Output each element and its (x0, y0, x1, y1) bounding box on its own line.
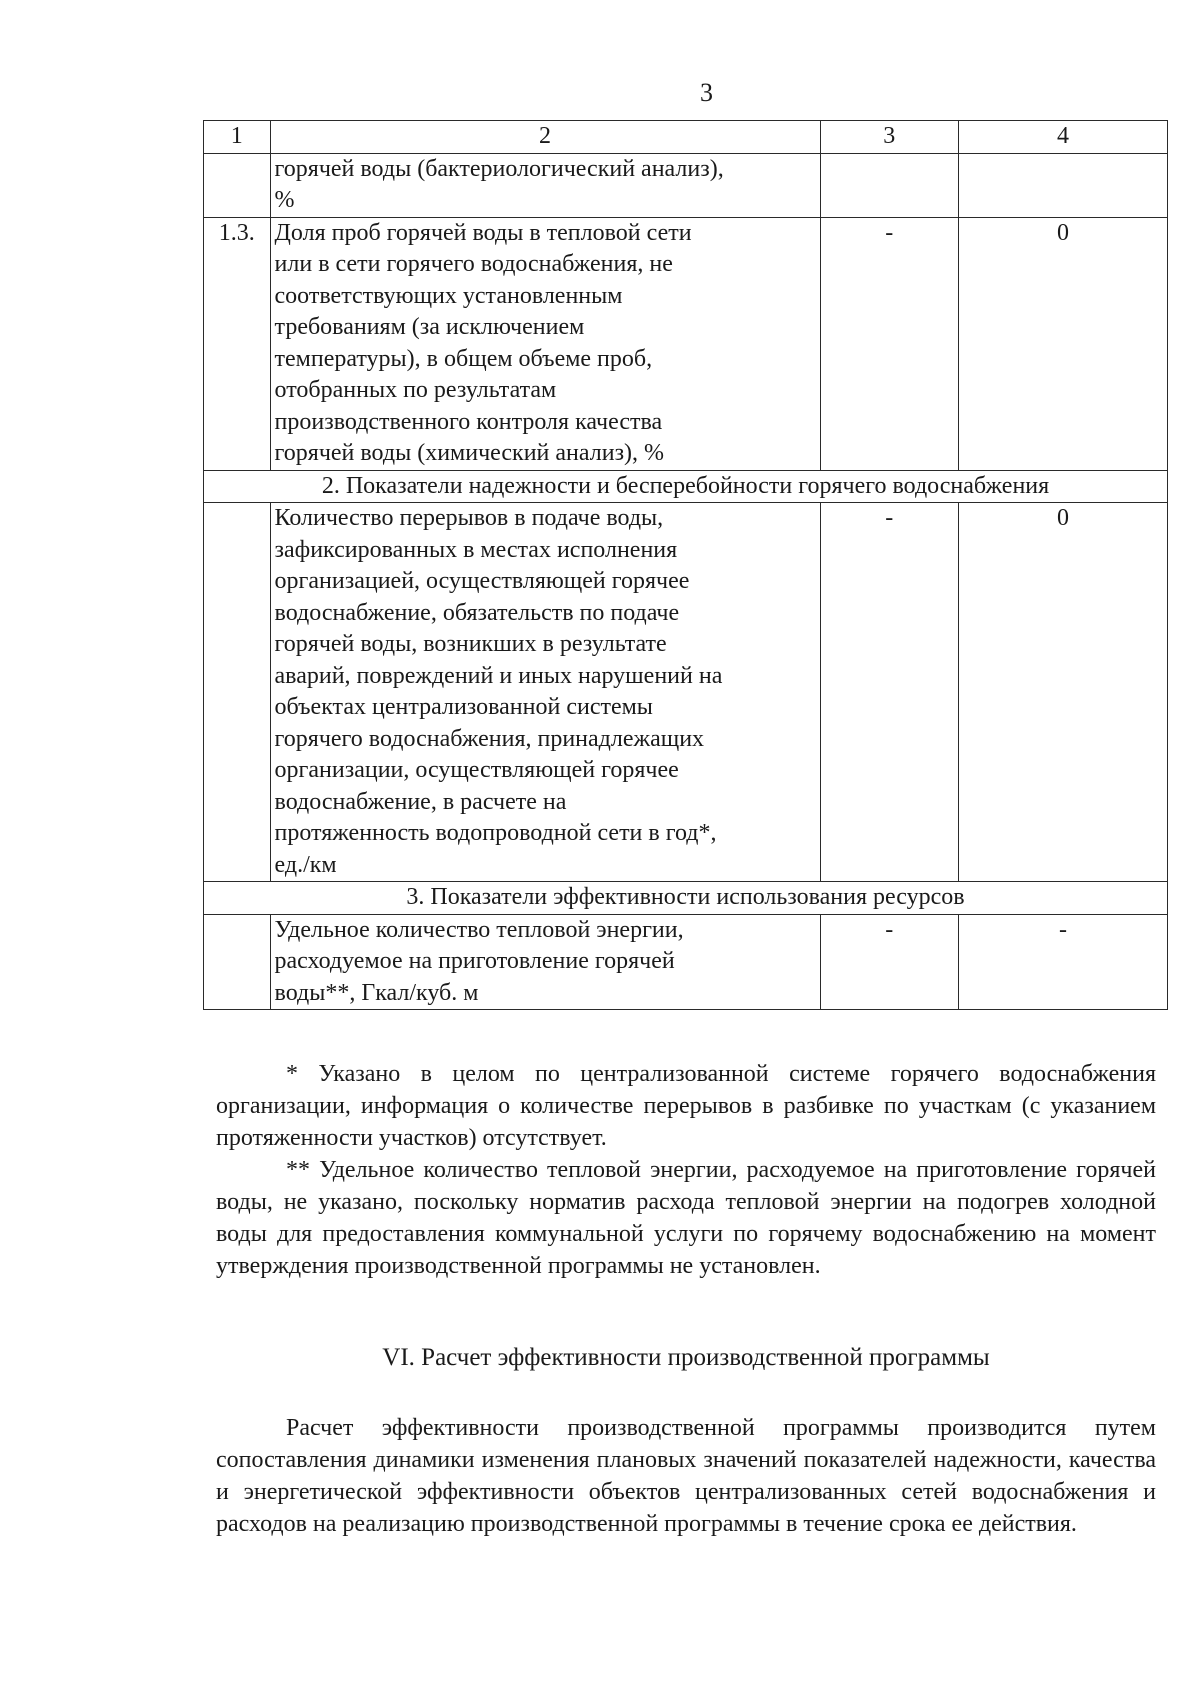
section-vi-body (216, 1412, 1156, 1540)
row-value-col4: 0 (959, 217, 1168, 470)
indicators-table (203, 120, 1168, 1010)
table-header-row (204, 121, 1168, 154)
row-value-col3: - (820, 217, 958, 470)
section-3-title: 3. Показатели эффективности использования ресурсов (204, 882, 1168, 915)
page-number: 3 (700, 78, 713, 107)
section-vi-paragraph: Расчет эффективности производственной программы производится путем сопоставления динамики изменения плановых значений показателей надежности, качества и энергетической эффективности объектов централизованных сетей водоснабжения и расходов на реализацию производственной программы в течение срока ее действия. (216, 1415, 1156, 1537)
header-col-3: 3 (820, 121, 958, 154)
row-value-col3 (820, 153, 958, 217)
row-description: Удельное количество тепловой энергии, расходуемое на приготовление горячей воды**, Гкал/куб. м (270, 914, 820, 1010)
header-col-1: 1 (204, 121, 271, 154)
row-number: 1.3. (204, 217, 271, 470)
header-col-2: 2 (270, 121, 820, 154)
row-number (204, 153, 271, 217)
section-2-title: 2. Показатели надежности и бесперебойности горячего водоснабжения (204, 470, 1168, 503)
row-value-col3: - (820, 503, 958, 882)
row-number (204, 503, 271, 882)
row-description: Количество перерывов в подаче воды, зафиксированных в местах исполнения организацией, осуществляющей горячее водоснабжение, обязательств по подаче горячей воды, возникших в результате аварий, повреждений и иных нарушений на объектах централизованной системы горячего водоснабжения, принадлежащих организации, осуществляющей горячее водоснабжение, в расчете на протяженность водопроводной сети в год*, ед./км (270, 503, 820, 882)
row-value-col4: 0 (959, 503, 1168, 882)
section-vi-title: VI. Расчет эффективности производственной программы (382, 1344, 990, 1371)
section-row (204, 470, 1168, 503)
footnotes (216, 1058, 1156, 1282)
header-col-4: 4 (959, 121, 1168, 154)
row-number (204, 914, 271, 1010)
table-row (204, 153, 1168, 217)
table-row (204, 914, 1168, 1010)
table-row (204, 503, 1168, 882)
row-description: Доля проб горячей воды в тепловой сети или в сети горячего водоснабжения, не соответствующих установленным требованиям (за исключением температуры), в общем объеме проб, отобранных по результатам производственного контроля качества горячей воды (химический анализ), % (270, 217, 820, 470)
row-value-col4: - (959, 914, 1168, 1010)
footnote-1: * Указано в целом по централизованной системе горячего водоснабжения организации, информация о количестве перерывов в разбивке по участкам (с указанием протяженности участков) отсутствует. (216, 1061, 1156, 1151)
row-value-col4 (959, 153, 1168, 217)
footnote-2: ** Удельное количество тепловой энергии, расходуемое на приготовление горячей воды, не указано, поскольку норматив расхода тепловой энергии на подогрев холодной воды для предоставления коммунальной услуги по горячему водоснабжению на момент утверждения производственной программы не установлен. (216, 1157, 1156, 1279)
row-value-col3: - (820, 914, 958, 1010)
table-row (204, 217, 1168, 470)
section-row (204, 882, 1168, 915)
row-description: горячей воды (бактериологический анализ), % (270, 153, 820, 217)
